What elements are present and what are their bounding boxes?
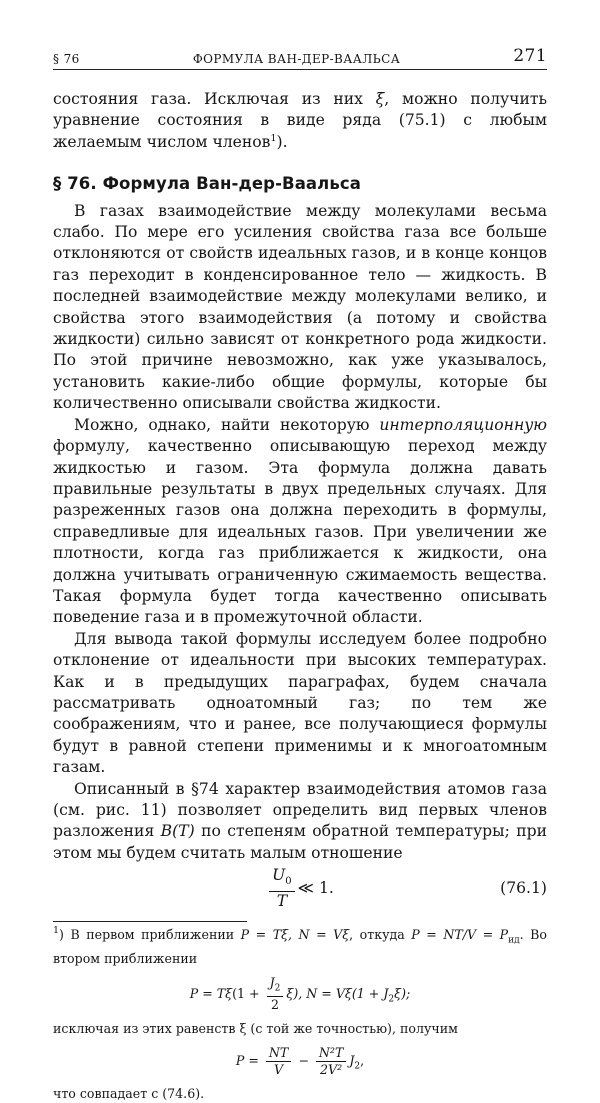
body-text xyxy=(53,89,547,911)
footnote-ref: 1 xyxy=(270,132,277,144)
continuation-paragraph: состояния газа. Исключая из них ξ, можно получить уравнение состояния в виде ряда (75.1) с любым желаемым числом членов$^1$). xyxy=(53,90,547,151)
paragraph-3: Для вывода такой формулы исследуем более подробно отклонение от идеальности при высоких температурах. Как и в предыдущих параграфах, будем сначала рассматривать одноатомный газ; по тем же соображениям, что и ранее, все получающиеся формулы будут в равной степени применимы и к многоатомным газам. xyxy=(53,629,547,777)
footnote-equation-2: P = $\frac{NT}{V}$ − $\frac{\text{N²T}}{\text{2V²}}$ $J_2$, xyxy=(235,1045,365,1078)
header-section: § 76 xyxy=(53,52,80,66)
equation-fraction: $\frac{U_0}{T}$ xyxy=(269,866,295,910)
footnote-line-1: $^1$) В первом приближении P = Tξ, N = Vξ, откуда $P = NT/V = P_{ид}$. Во втором приближении xyxy=(53,925,548,966)
equation-number: (76.1) xyxy=(500,879,547,898)
equation-relation: ≪ 1. xyxy=(297,878,334,897)
paragraph-4: Описанный в §74 характер взаимодействия атомов газа (см. рис. 11) позволяет определить вид первых членов разложения B(T) по степеням обратной температуры; при этом мы будем считать малым отношение xyxy=(53,779,547,862)
footnote-rule xyxy=(53,921,247,922)
page-number: 271 xyxy=(513,46,547,66)
running-head xyxy=(53,42,547,66)
footnote-line-3: что совпадает с (74.6). xyxy=(53,1086,205,1102)
emphasis-term: интерполяционную xyxy=(379,415,547,434)
section-heading: § 76. Формула Ван-дер-Ваальса xyxy=(53,174,361,194)
footnote xyxy=(53,926,547,1103)
header-title: ФОРМУЛА ВАН-ДЕР-ВААЛЬСА xyxy=(192,52,401,66)
footnote-equation-1: P = Tξ(1 + $\frac{J_2}{2}$ ξ), $N = V\xi(1 + J_2\xi)$; xyxy=(189,974,411,1013)
book-page xyxy=(53,42,547,1103)
header-rule xyxy=(53,69,547,70)
paragraph-1: В газах взаимодействие между молекулами весьма слабо. По мере его усиления свойства газа все больше отклоняются от свойств идеальных газов, и в конце концов газ переходит в конденсированное тело — жидкость. В последней взаимодействие между молекулами велико, и свойства этого взаимодействия (а потому и свойства жидкости) сильно зависят от конкретного рода жидкости. По этой причине невозможно, как уже указывалось, установить какие-либо общие формулы, которые бы количественно описывали свойства жидкости. xyxy=(53,201,547,413)
equation-76-1 xyxy=(53,865,547,911)
footnote-line-2: исключая из этих равенств ξ (с той же точностью), получим xyxy=(53,1021,458,1037)
paragraph-2: Можно, однако, найти некоторую интерполяционную формулу, качественно описывающую переход между жидкостью и газом. Эта формула должна давать правильные результаты в двух предельных случаях. Для разреженных газов она должна переходить в формулы, справедливые для идеальных газов. При увеличении же плотности, когда газ приближается к жидкости, она должна учитывать ограниченную сжимаемость вещества. Такая формула будет тогда качественно описывать поведение газа и в промежуточной области. xyxy=(53,415,547,627)
